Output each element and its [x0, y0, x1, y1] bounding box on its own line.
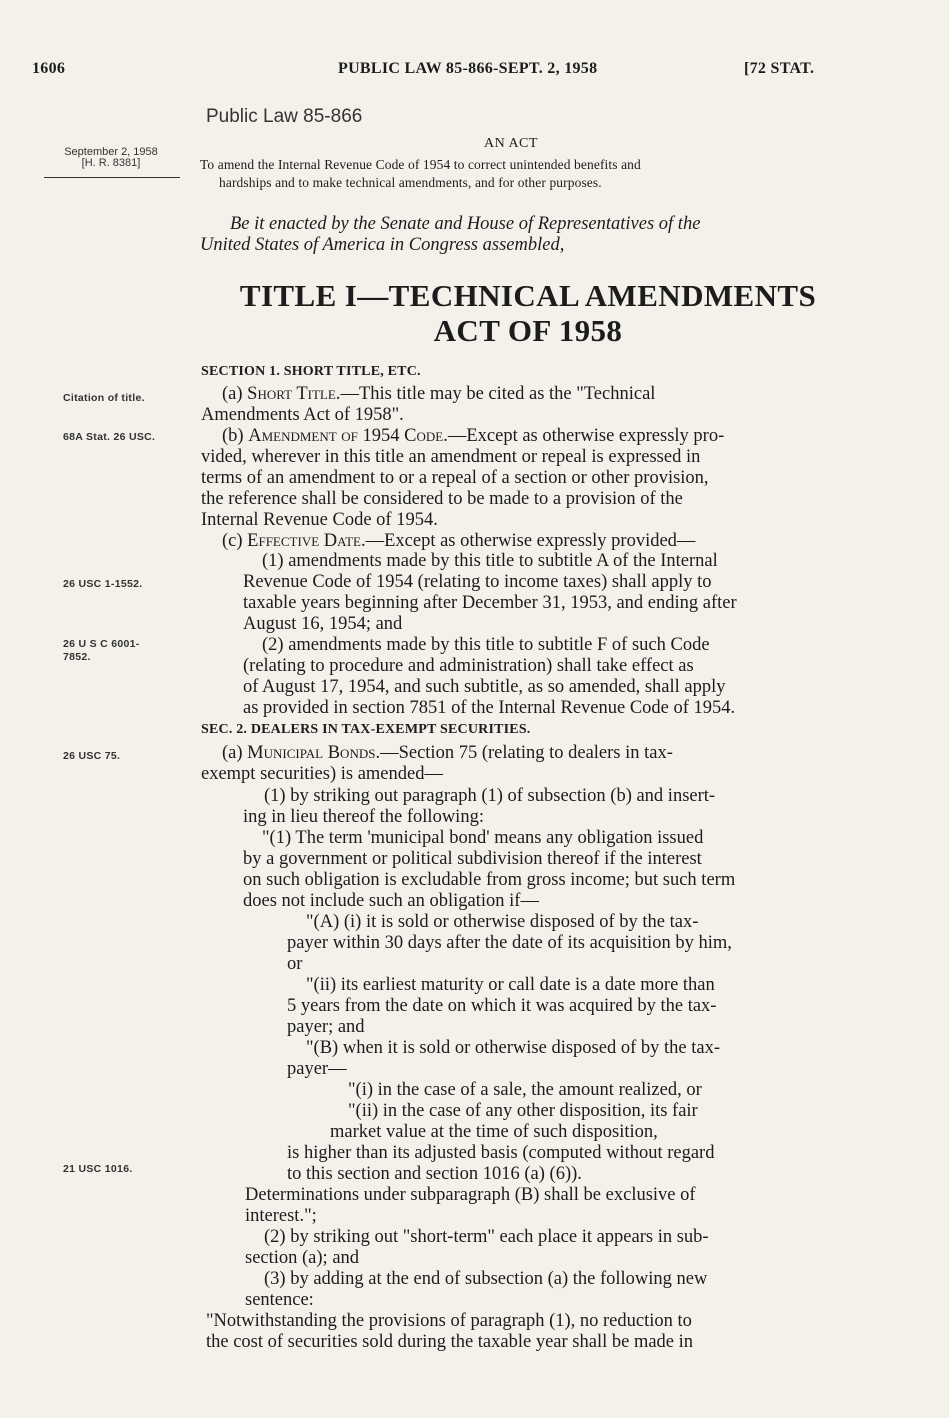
s2a-caption: Municipal Bonds.: [247, 743, 381, 763]
quoteBi-line: "(i) in the case of a sale, the amount realized, or: [348, 1080, 702, 1100]
date-note-rule: [44, 177, 180, 178]
s1a-label: (a): [222, 384, 248, 404]
margin-note-citation: Citation of title.: [63, 392, 145, 404]
s1c1-line-1: (1) amendments made by this title to subtitle A of the Internal: [262, 551, 718, 571]
quoteBii-line-1: "(ii) in the case of any other disposition, its fair: [348, 1101, 698, 1121]
s2a3-line-2: sentence:: [245, 1290, 314, 1310]
quote1-line-2: by a government or political subdivision thereof if the interest: [243, 849, 702, 869]
quoteB-line-1: "(B) when it is sold or otherwise disposed of by the tax-: [306, 1038, 720, 1058]
s1c1-line-4: August 16, 1954; and: [243, 614, 403, 634]
s1c2-line-2: (relating to procedure and administration) shall take effect as: [243, 656, 694, 676]
s2a-line-2: exempt securities) is amended—: [201, 764, 443, 784]
s1c2-line-4: as provided in section 7851 of the Internal Revenue Code of 1954.: [243, 698, 736, 718]
s1c2-line-1: (2) amendments made by this title to subtitle F of such Code: [262, 635, 710, 655]
s2a-text-1: —Section 75 (relating to dealers in tax-: [380, 743, 673, 763]
margin-note-26usc-1552: 26 USC 1-1552.: [63, 578, 143, 590]
s1c-line: [222, 531, 695, 552]
s1b-line-3: terms of an amendment to or a repeal of a section or other provision,: [201, 468, 709, 488]
law-title: Public Law 85-866: [206, 106, 363, 127]
purpose-line-2: hardships and to make technical amendments, and for other purposes.: [219, 175, 602, 190]
quoteBii-line-2: market value at the time of such disposition,: [330, 1122, 658, 1142]
quoteAii-line-3: payer; and: [287, 1017, 365, 1037]
s1b-line-4: the reference shall be considered to be made to a provision of the: [201, 489, 683, 509]
act-label: AN ACT: [484, 136, 538, 151]
quoteAii-line-2: 5 years from the date on which it was acquired by the tax-: [287, 996, 717, 1016]
running-title: PUBLIC LAW 85-866-SEPT. 2, 1958: [338, 60, 598, 77]
s1b-line-2: vided, wherever in this title an amendment or repeal is expressed in: [201, 447, 701, 467]
s1b-line-1: [222, 426, 724, 447]
date-note: [30, 147, 192, 169]
section-2-heading: SEC. 2. DEALERS IN TAX-EXEMPT SECURITIES.: [201, 722, 531, 737]
quoteA-line-1: "(A) (i) it is sold or otherwise disposed of by the tax-: [306, 912, 699, 932]
margin-note-68a-stat: 68A Stat. 26 USC.: [63, 431, 156, 443]
enacting-clause-line-2: United States of America in Congress assembled,: [200, 235, 565, 255]
notwithstanding-line-2: the cost of securities sold during the taxable year shall be made in: [206, 1332, 694, 1352]
higher-line-1: is higher than its adjusted basis (computed without regard: [287, 1143, 715, 1163]
volume-reference: [72 STAT.: [744, 60, 815, 77]
higher-line-2: to this section and section 1016 (a) (6)).: [287, 1164, 582, 1184]
s2a2-line-1: (2) by striking out "short-term" each place it appears in sub-: [264, 1227, 709, 1247]
page-number: 1606: [32, 60, 66, 77]
s2a1-line-2: ing in lieu thereof the following:: [243, 807, 484, 827]
purpose-line-1: To amend the Internal Revenue Code of 1954 to correct unintended benefits and: [200, 157, 641, 172]
quoteA-line-2: payer within 30 days after the date of its acquisition by him,: [287, 933, 732, 953]
margin-note-7852: 7852.: [63, 651, 91, 663]
s1a-text-1: —This title may be cited as the "Technical: [340, 384, 656, 404]
s2a-line-1: [222, 743, 673, 764]
s1a-line-1: [222, 384, 655, 405]
date-note-date: September 2, 1958: [64, 146, 158, 158]
margin-note-21usc-1016: 21 USC 1016.: [63, 1163, 133, 1175]
s2a-label: (a): [222, 743, 248, 763]
quoteA-line-3: or: [287, 954, 303, 974]
quote1-line-4: does not include such an obligation if—: [243, 891, 539, 911]
s1b-text-1: —Except as otherwise expressly pro-: [447, 426, 725, 446]
quoteAii-line-1: "(ii) its earliest maturity or call date is a date more than: [306, 975, 715, 995]
s1c-label: (c): [222, 531, 248, 551]
s1c-text: —Except as otherwise expressly provided—: [365, 531, 696, 551]
margin-note-26usc-6001: 26 U S C 6001-: [63, 638, 140, 650]
margin-note-26usc-75: 26 USC 75.: [63, 750, 121, 762]
notwithstanding-line-1: "Notwithstanding the provisions of paragraph (1), no reduction to: [206, 1311, 692, 1331]
quote1-line-3: on such obligation is excludable from gross income; but such term: [243, 870, 736, 890]
determinations-line-1: Determinations under subparagraph (B) shall be exclusive of: [245, 1185, 696, 1205]
s1c1-line-3: taxable years beginning after December 31, 1953, and ending after: [243, 593, 737, 613]
s1b-label: (b): [222, 426, 249, 446]
date-note-bill: [H. R. 8381]: [81, 157, 141, 169]
s2a3-line-1: (3) by adding at the end of subsection (a) the following new: [264, 1269, 708, 1289]
enacting-clause-line-1: Be it enacted by the Senate and House of Representatives of the: [230, 214, 701, 234]
determinations-line-2: interest.";: [245, 1206, 317, 1226]
s2a2-line-2: section (a); and: [245, 1248, 360, 1268]
s1a-caption: Short Title.: [247, 384, 341, 404]
s1c-caption: Effective Date.: [247, 531, 366, 551]
quote1-line-1: "(1) The term 'municipal bond' means any obligation issued: [262, 828, 704, 848]
title-heading-line-1: TITLE I—TECHNICAL AMENDMENTS: [239, 278, 817, 313]
s1a-line-2: Amendments Act of 1958".: [201, 405, 404, 425]
s1c1-line-2: Revenue Code of 1954 (relating to income taxes) shall apply to: [243, 572, 712, 592]
s1b-line-5: Internal Revenue Code of 1954.: [201, 510, 438, 530]
s1b-caption: Amendment of 1954 Code.: [248, 426, 448, 446]
section-1-heading: SECTION 1. SHORT TITLE, ETC.: [201, 364, 421, 379]
s2a1-line-1: (1) by striking out paragraph (1) of subsection (b) and insert-: [264, 786, 716, 806]
s1c2-line-3: of August 17, 1954, and such subtitle, as so amended, shall apply: [243, 677, 726, 697]
title-heading-line-2: ACT OF 1958: [433, 313, 623, 348]
quoteB-line-2: payer—: [287, 1059, 347, 1079]
